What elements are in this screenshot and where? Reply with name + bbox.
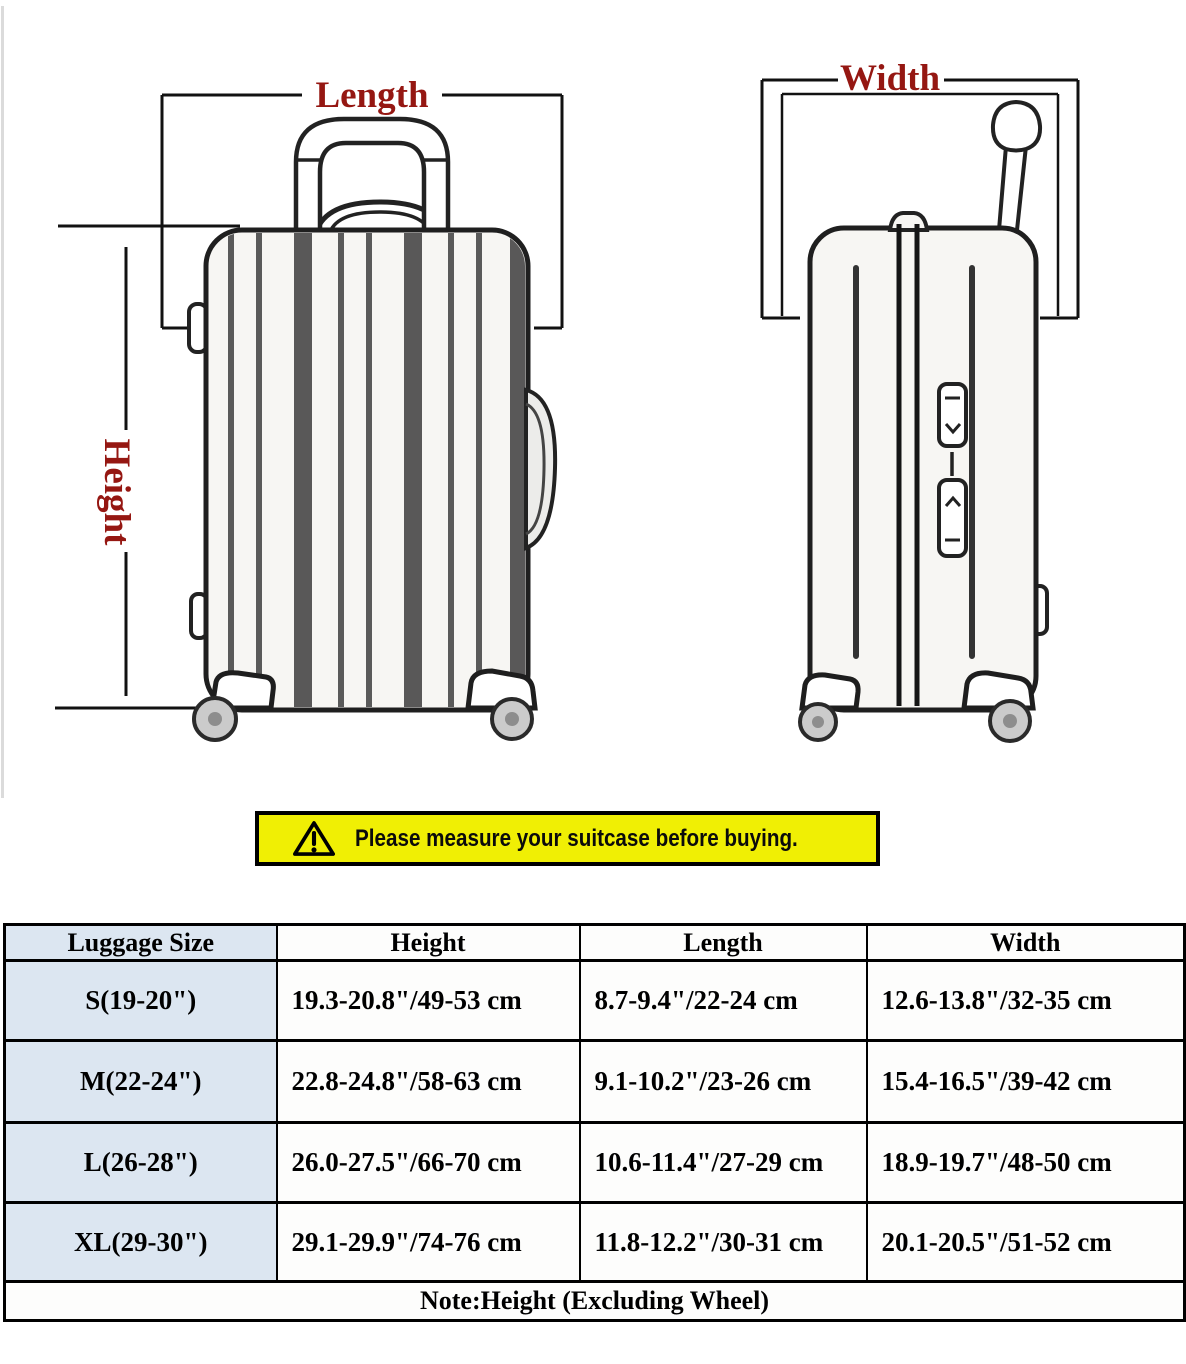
- table-note: Note:Height (Excluding Wheel): [5, 1282, 1185, 1321]
- width-cell: 12.6-13.8"/32-35 cm: [867, 961, 1185, 1041]
- height-label: Height: [96, 438, 137, 546]
- warning-triangle-icon: [293, 820, 335, 857]
- length-label: Length: [315, 75, 429, 116]
- size-cell: XL(29-30"): [5, 1203, 277, 1282]
- height-cell: 26.0-27.5"/66-70 cm: [277, 1123, 580, 1203]
- length-cell: 11.8-12.2"/30-31 cm: [580, 1203, 867, 1282]
- table-row-xl: [5, 1203, 1185, 1282]
- width-cell: 15.4-16.5"/39-42 cm: [867, 1041, 1185, 1123]
- width-cell: 18.9-19.7"/48-50 cm: [867, 1123, 1185, 1203]
- table-note-row: [5, 1282, 1185, 1321]
- luggage-side-view: [800, 102, 1047, 741]
- table-row-m: [5, 1041, 1185, 1123]
- table-row-l: [5, 1123, 1185, 1203]
- scan-edge-artifact: [1, 6, 4, 798]
- size-table: [3, 923, 1186, 1322]
- col-header-luggage-size: Luggage Size: [5, 925, 277, 961]
- length-cell: 9.1-10.2"/23-26 cm: [580, 1041, 867, 1123]
- size-cell: L(26-28"): [5, 1123, 277, 1203]
- col-header-width: Width: [867, 925, 1185, 961]
- width-label: Width: [839, 58, 941, 99]
- table-header-row: [5, 925, 1185, 961]
- warning-banner: [255, 811, 880, 866]
- length-cell: 10.6-11.4"/27-29 cm: [580, 1123, 867, 1203]
- width-cell: 20.1-20.5"/51-52 cm: [867, 1203, 1185, 1282]
- table-row-s: [5, 961, 1185, 1041]
- warning-text: Please measure your suitcase before buying.: [355, 824, 798, 852]
- length-cell: 8.7-9.4"/22-24 cm: [580, 961, 867, 1041]
- height-cell: 19.3-20.8"/49-53 cm: [277, 961, 580, 1041]
- luggage-front-view: [189, 119, 555, 740]
- col-header-height: Height: [277, 925, 580, 961]
- height-cell: 22.8-24.8"/58-63 cm: [277, 1041, 580, 1123]
- height-cell: 29.1-29.9"/74-76 cm: [277, 1203, 580, 1282]
- size-cell: M(22-24"): [5, 1041, 277, 1123]
- size-cell: S(19-20"): [5, 961, 277, 1041]
- col-header-length: Length: [580, 925, 867, 961]
